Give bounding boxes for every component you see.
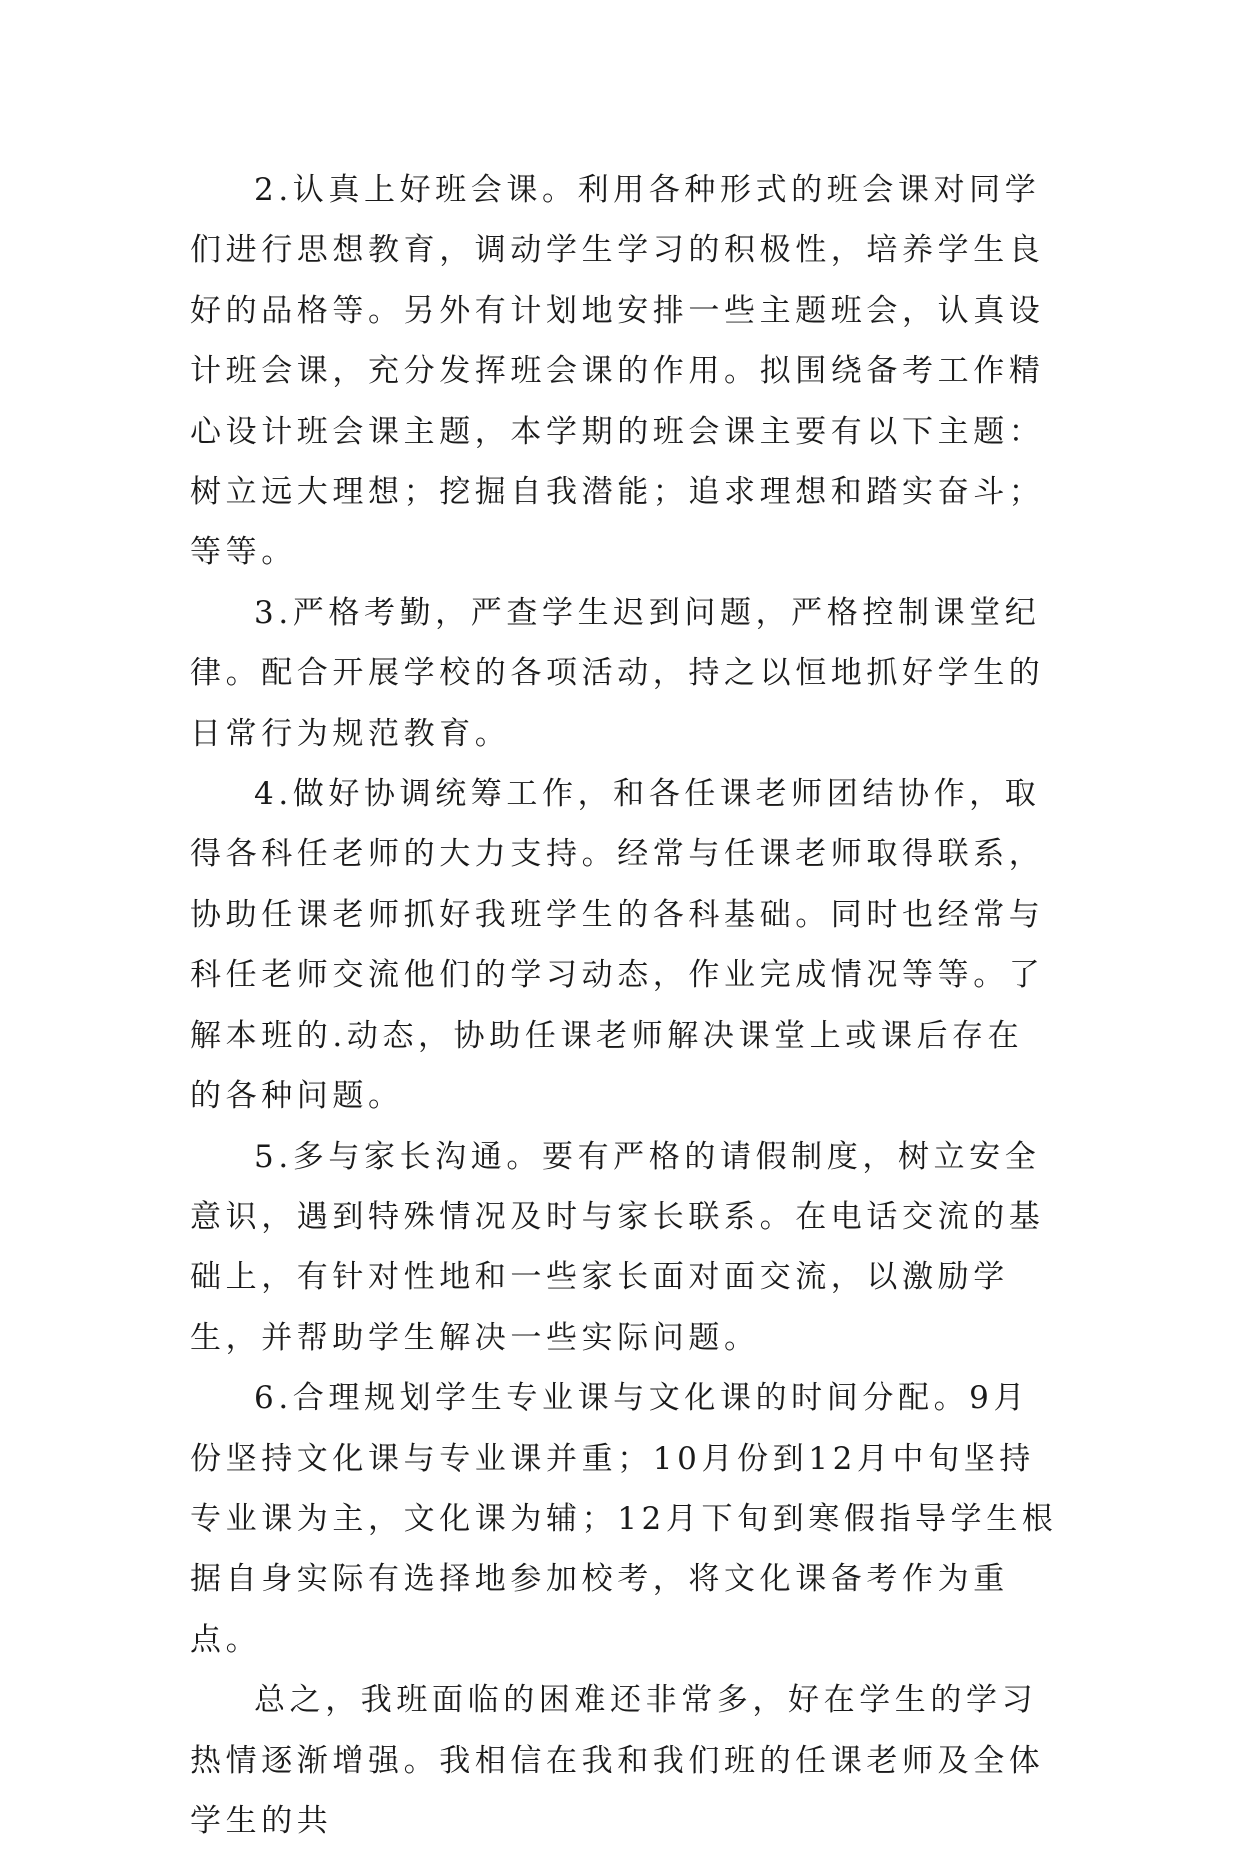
paragraph-class-meeting: 2.认真上好班会课。利用各种形式的班会课对同学们进行思想教育，调动学生学习的积极性，培养学生良好的品格等。另外有计划地安排一些主题班会，认真设计班会课，充分发挥班会课的作用。拟围绕备考工作精心设计班会课主题，本学期的班会课主要有以下主题：树立远大理想；挖掘自我潜能；追求理想和踏实奋斗；等等。 <box>190 172 1045 571</box>
document-body <box>190 160 1058 1851</box>
paragraph-time-planning: 6.合理规划学生专业课与文化课的时间分配。9月份坚持文化课与专业课并重；10月份到12月中旬坚持专业课为主，文化课为辅；12月下旬到寒假指导学生根据自身实际有选择地参加校考，将文化课备考作为重点。 <box>190 1380 1058 1658</box>
paragraph-parent-communication: 5.多与家长沟通。要有严格的请假制度，树立安全意识，遇到特殊情况及时与家长联系。在电话交流的基础上，有针对性地和一些家长面对面交流，以激励学生，并帮助学生解决一些实际问题。 <box>190 1138 1045 1356</box>
paragraph-coordination: 4.做好协调统筹工作，和各任课老师团结协作，取得各科任老师的大力支持。经常与任课老师取得联系，协助任课老师抓好我班学生的各科基础。同时也经常与科任老师交流他们的学习动态，作业完成情况等等。了解本班的.动态，协助任课老师解决课堂上或课后存在的各种问题。 <box>190 776 1045 1115</box>
paragraph-attendance: 3.严格考勤，严查学生迟到问题，严格控制课堂纪律。配合开展学校的各项活动，持之以恒地抓好学生的日常行为规范教育。 <box>190 594 1045 752</box>
paragraph-summary: 总之，我班面临的困难还非常多，好在学生的学习热情逐渐增强。我相信在我和我们班的任课老师及全体学生的共 <box>190 1682 1045 1839</box>
